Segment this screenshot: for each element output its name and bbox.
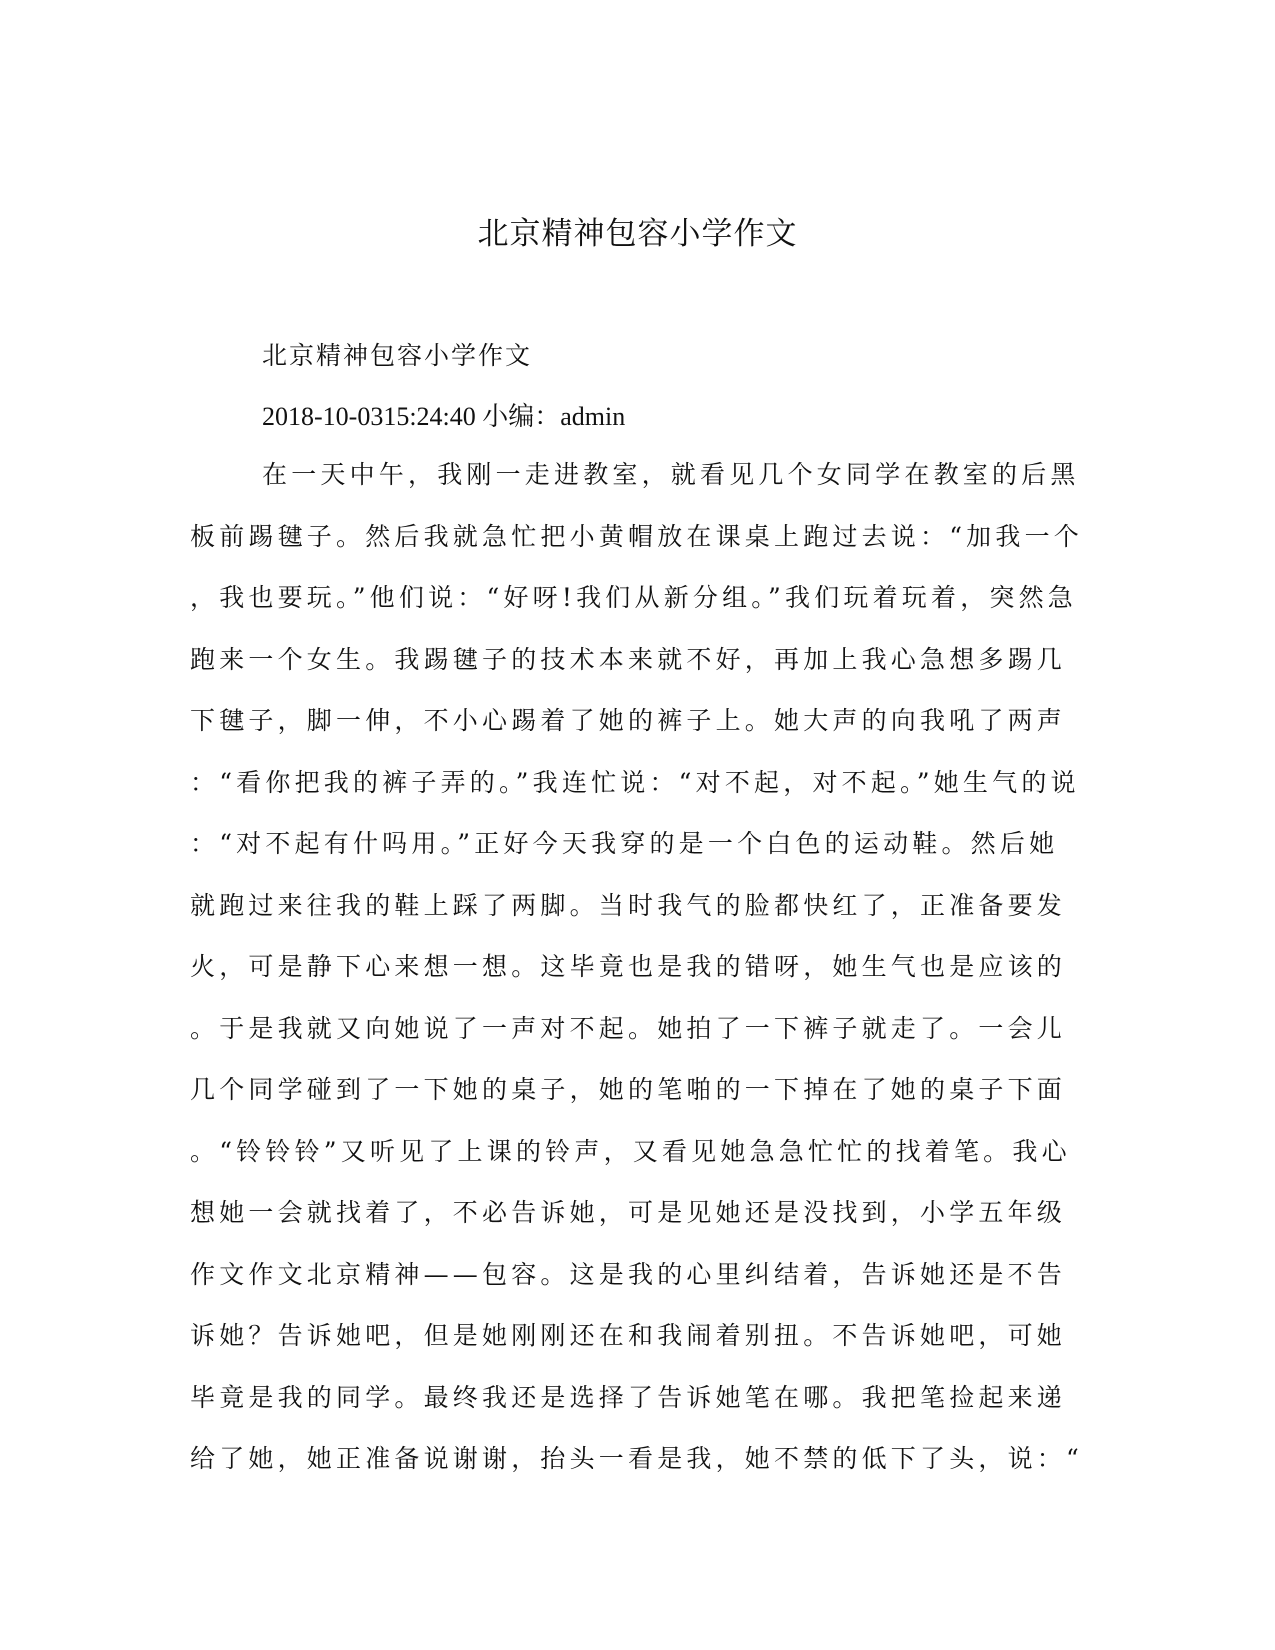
article-body: [190, 455, 1090, 1501]
body-line: ：“对不起有什吗用。”正好今天我穿的是一个白色的运动鞋。然后她: [190, 829, 1059, 858]
body-line: 就跑过来往我的鞋上踩了两脚。当时我气的脸都快红了，正准备要发: [190, 890, 1067, 920]
body-line: 下毽子，脚一伸，不小心踢着了她的裤子上。她大声的向我吼了两声: [190, 706, 1067, 735]
body-line: ，我也要玩。”他们说：“好呀!我们从新分组。”我们玩着玩着，突然急: [190, 583, 1077, 612]
body-line: 作文作文北京精神——包容。这是我的心里纠结着，告诉她还是不告: [190, 1259, 1067, 1289]
body-line: 跑来一个女生。我踢毽子的技术本来就不好，再加上我心急想多踢几: [190, 644, 1067, 674]
body-line: 给了她，她正准备说谢谢，抬头一看是我，她不禁的低下了头，说：“: [190, 1444, 1083, 1473]
body-line: 几个同学碰到了一下她的桌子，她的笔啪的一下掉在了她的桌子下面: [190, 1075, 1067, 1104]
body-line: 火，可是静下心来想一想。这毕竟也是我的错呀，她生气也是应该的: [190, 952, 1067, 981]
article-subtitle: 北京精神包容小学作文: [262, 341, 533, 370]
body-line: ：“看你把我的裤子弄的。”我连忙说：“对不起，对不起。”她生气的说: [190, 767, 1080, 797]
body-line: 毕竟是我的同学。最终我还是选择了告诉她笔在哪。我把笔捡起来递: [190, 1382, 1067, 1412]
body-line: 想她一会就找着了，不必告诉她，可是见她还是没找到，小学五年级: [190, 1198, 1067, 1227]
body-line: 诉她？告诉她吧，但是她刚刚还在和我闹着别扭。不告诉她吧，可她: [190, 1321, 1067, 1350]
body-line: 在一天中午，我刚一走进教室，就看见几个女同学在教室的后黑: [262, 460, 1080, 489]
body-line: 板前踢毽子。然后我就急忙把小黄帽放在课桌上跑过去说：“加我一个: [190, 521, 1083, 551]
body-line: 。“铃铃铃”又听见了上课的铃声，又看见她急急忙忙的找着笔。我心: [190, 1136, 1071, 1166]
document-title: 北京精神包容小学作文: [477, 216, 798, 252]
body-line: 。于是我就又向她说了一声对不起。她拍了一下裤子就走了。一会儿: [190, 1013, 1067, 1043]
article-date-author: 2018-10-0315:24:40 小编：admin: [262, 402, 626, 431]
